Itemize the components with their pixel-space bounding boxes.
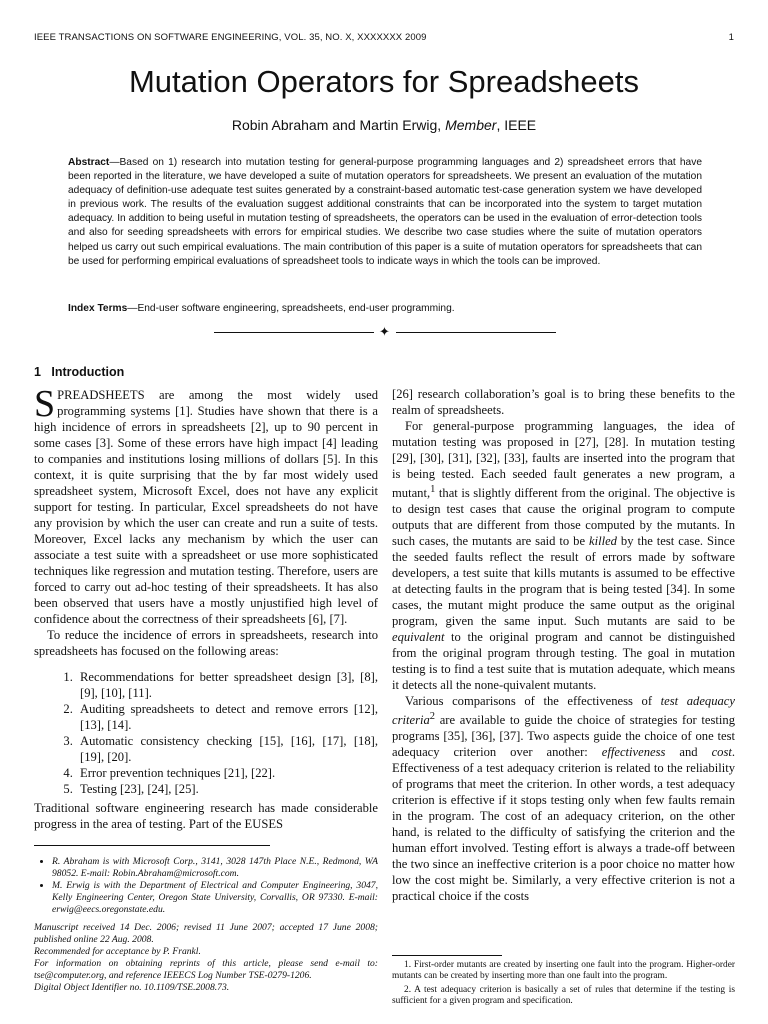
intro-paragraph-1-text: PREADSHEETS are among the most widely used programming systems [1]. Studies have shown that there is a high incidence of errors in spreadsheets [2], up to 90 percent in some cases [3]. Some of these errors have high impact [4] leading to companies and institutions losing millions of dollars [5]. In this context, it is quite surprising that the by far most widely used spreadsheet system, Microsoft Excel, does not have any explicit support for testing. In particular, Excel spreadsheets do not have any provision by which the user can create and run a suite of tests. Moreover, Excel lacks any mechanism by which the user can associate a test suite with a spreadsheet or use more sophisticated techniques like regression and mutation testing. Therefore, users are forced to carry out ad-hoc testing of their spreadsheets. It has also been observed that users have a mostly unjustified high level of confidence about the correctness of their spreadsheets [6], [7]. (34, 388, 378, 626)
emphasis: test adequacy criteria (392, 694, 735, 728)
emphasis: equivalent (392, 630, 445, 645)
list-item: 1. Recommendations for better spreadsheet design [3], [8], [9], [10], [11]. (76, 669, 378, 701)
footnote-item: 1. First-order mutants are created by inserting one fault into the program. Higher-order mutants can be created by inserting more than one fault into the program. (392, 960, 735, 982)
diamond-icon: ✦ (379, 324, 390, 339)
list-item: 3. Automatic consistency checking [15], [16], [17], [18], [19], [20]. (76, 733, 378, 765)
author-org: , IEEE (496, 117, 537, 133)
meta-line: Manuscript received 14 Dec. 2006; revised 11 June 2007; accepted 17 June 2008; published online 22 Aug. 2008. (34, 922, 378, 945)
text-run: are available to guide the choice of strategies for testing programs [35], [36], [37]. Two aspects guide the choice of one test adequacy criterion over another: (392, 713, 735, 760)
footnote-marker: 2 (429, 711, 436, 723)
footnote-marker: 1 (430, 484, 436, 495)
abstract-label: Abstract (68, 157, 110, 168)
list-item: 5. Testing [23], [24], [25]. (76, 781, 378, 797)
footnote-item: • M. Erwig is with the Department of Electrical and Computer Engineering, 3047, Kelly Engineering Center, Oregon State University, Corvallis, OR 97330. E-mail: erwig@eecs.oregonstate.edu. (52, 880, 378, 916)
text-run: and (665, 745, 712, 760)
meta-line: Recommended for acceptance by P. Frankl. (34, 946, 201, 957)
author-line (0, 117, 768, 133)
right-paragraph-2 (392, 418, 735, 693)
right-paragraph-1: [26] research collaboration’s goal is to bring these benefits to the realm of spreadsheets. (392, 387, 735, 417)
divider-rule-left (214, 332, 374, 333)
divider-rule-right (396, 332, 556, 333)
section-title: Introduction (51, 365, 125, 379)
running-header (34, 32, 734, 43)
page-number: 1 (728, 32, 734, 43)
emphasis: effectiveness (601, 745, 666, 760)
section-divider (214, 326, 556, 338)
text-run: by the test case. Since the seeded faults reflect the result of errors made by software developers, a test suite that kills mutants is assumed to be effective at detecting faults in the program that is being tested [34]. In some cases, the mutant might produce the same output as the original program, given the same input. Such mutants are said to be (392, 534, 735, 629)
abstract (68, 156, 702, 269)
footnote-rule (392, 955, 502, 956)
text-run: For general-purpose programming languages, the idea of mutation testing was proposed in [27], [28]. In mutation testing [29], [30], [31], [32], [33], faults are inserted into the program that is being tested. Each seeded fault generates a new program, a mutant, (392, 419, 735, 501)
intro-paragraph-3: Traditional software engineering research has made considerable progress in the area of testing. Part of the EUSES (34, 801, 378, 831)
index-terms (68, 303, 702, 314)
paper-title: Mutation Operators for Spreadsheets (128, 64, 640, 99)
author-names: Robin Abraham and Martin Erwig, (231, 117, 446, 133)
meta-line: For information on obtaining reprints of this article, please send e-mail to: tse@computer.org, and reference IEEECS Log Number TSE-0279-1206. (34, 958, 378, 981)
intro-paragraph-2: To reduce the incidence of errors in spreadsheets, research into spreadsheets has focused on the following areas: (34, 628, 378, 658)
manuscript-meta (34, 922, 378, 994)
section-heading (34, 364, 378, 380)
author-footnotes (34, 856, 378, 994)
index-terms-text: —End-user software engineering, spreadsheets, end-user programming. (127, 303, 455, 314)
text-run: Various comparisons of the effectiveness of (405, 694, 661, 709)
meta-line: Digital Object Identifier no. 10.1109/TSE.2008.73. (34, 982, 230, 993)
journal-header: IEEE TRANSACTIONS ON SOFTWARE ENGINEERING, VOL. 35, NO. X, XXXXXXX 2009 (34, 32, 427, 43)
emphasis: cost (711, 745, 732, 760)
text-run: . Effectiveness of a test adequacy criterion is related to the reliability of programs that meet the criterion. In other words, a test adequacy criterion is effective if it stops testing only when few faults remain in the program. The cost of an adequacy criterion, on the other hand, is related to the difficulty of satisfying the criterion and the human effort involved. Testing effort is always a trade-off between the two since an ineffective criterion is a poor choice no matter how low the cost might be. Similarly, a very effective criterion is not a practical choice if the costs (392, 745, 736, 904)
list-item: 2. Auditing spreadsheets to detect and remove errors [12], [13], [14]. (76, 701, 378, 733)
footnote-item: • R. Abraham is with Microsoft Corp., 3141, 3028 147th Place N.E., Redmond, WA 98052. E-mail: Robin.Abraham@microsoft.com. (52, 856, 378, 880)
footnote-item: 2. A test adequacy criterion is basically a set of rules that determine if the testing is sufficient for a given program and specification. (392, 984, 735, 1006)
drop-cap: S (34, 383, 56, 425)
right-paragraph-3 (392, 693, 735, 904)
text-run: to the original program and cannot be distinguished from the original program through testing. The goal in mutation testing is to find a test suite that is mutation adequate, which means it detects all the none-quivalent mutants. (392, 630, 735, 693)
footnote-rule (34, 845, 270, 846)
research-areas-list (34, 669, 378, 797)
right-column (392, 386, 735, 904)
text-run: that is slightly different from the original. The objective is to design test cases that cause the original program to compute outputs that are different from those computed by the mutants. In such cases, the mutants are said to be (392, 486, 735, 549)
intro-paragraph-1 (34, 383, 378, 627)
abstract-text: —Based on 1) research into mutation testing for general-purpose programming languages and 2) spreadsheet errors that have been reported in the literature, we have developed a suite of mutation operators for spreadsheets. We present an evaluation of the mutation adequacy of definition-use adequate test suites generated by a constraint-based automatic test-case generation system we have developed in previous work. The results of the evaluation suggest additional constraints that can be incorporated into the system to target mutation adequacy. In addition to being useful in mutation testing of spreadsheets, the operators can be used in the evaluation of error-detection tools and also for seeding spreadsheets with errors for empirical studies. We describe two case studies where the suite of mutation operators helped us carry out such empirical evaluations. The main contribution of this paper is a suite of mutation operators for spreadsheets that can be used for performing empirical evaluations of spreadsheet tools to indicate ways in which the tools can be improved. (68, 157, 702, 267)
emphasis: killed (589, 534, 617, 549)
author-membership: Member (445, 117, 497, 133)
section-number: 1 (34, 365, 41, 379)
left-column (34, 364, 378, 994)
right-footnotes (392, 955, 735, 1009)
list-item: 4. Error prevention techniques [21], [22]. (76, 765, 378, 781)
index-terms-label: Index Terms (68, 303, 128, 314)
